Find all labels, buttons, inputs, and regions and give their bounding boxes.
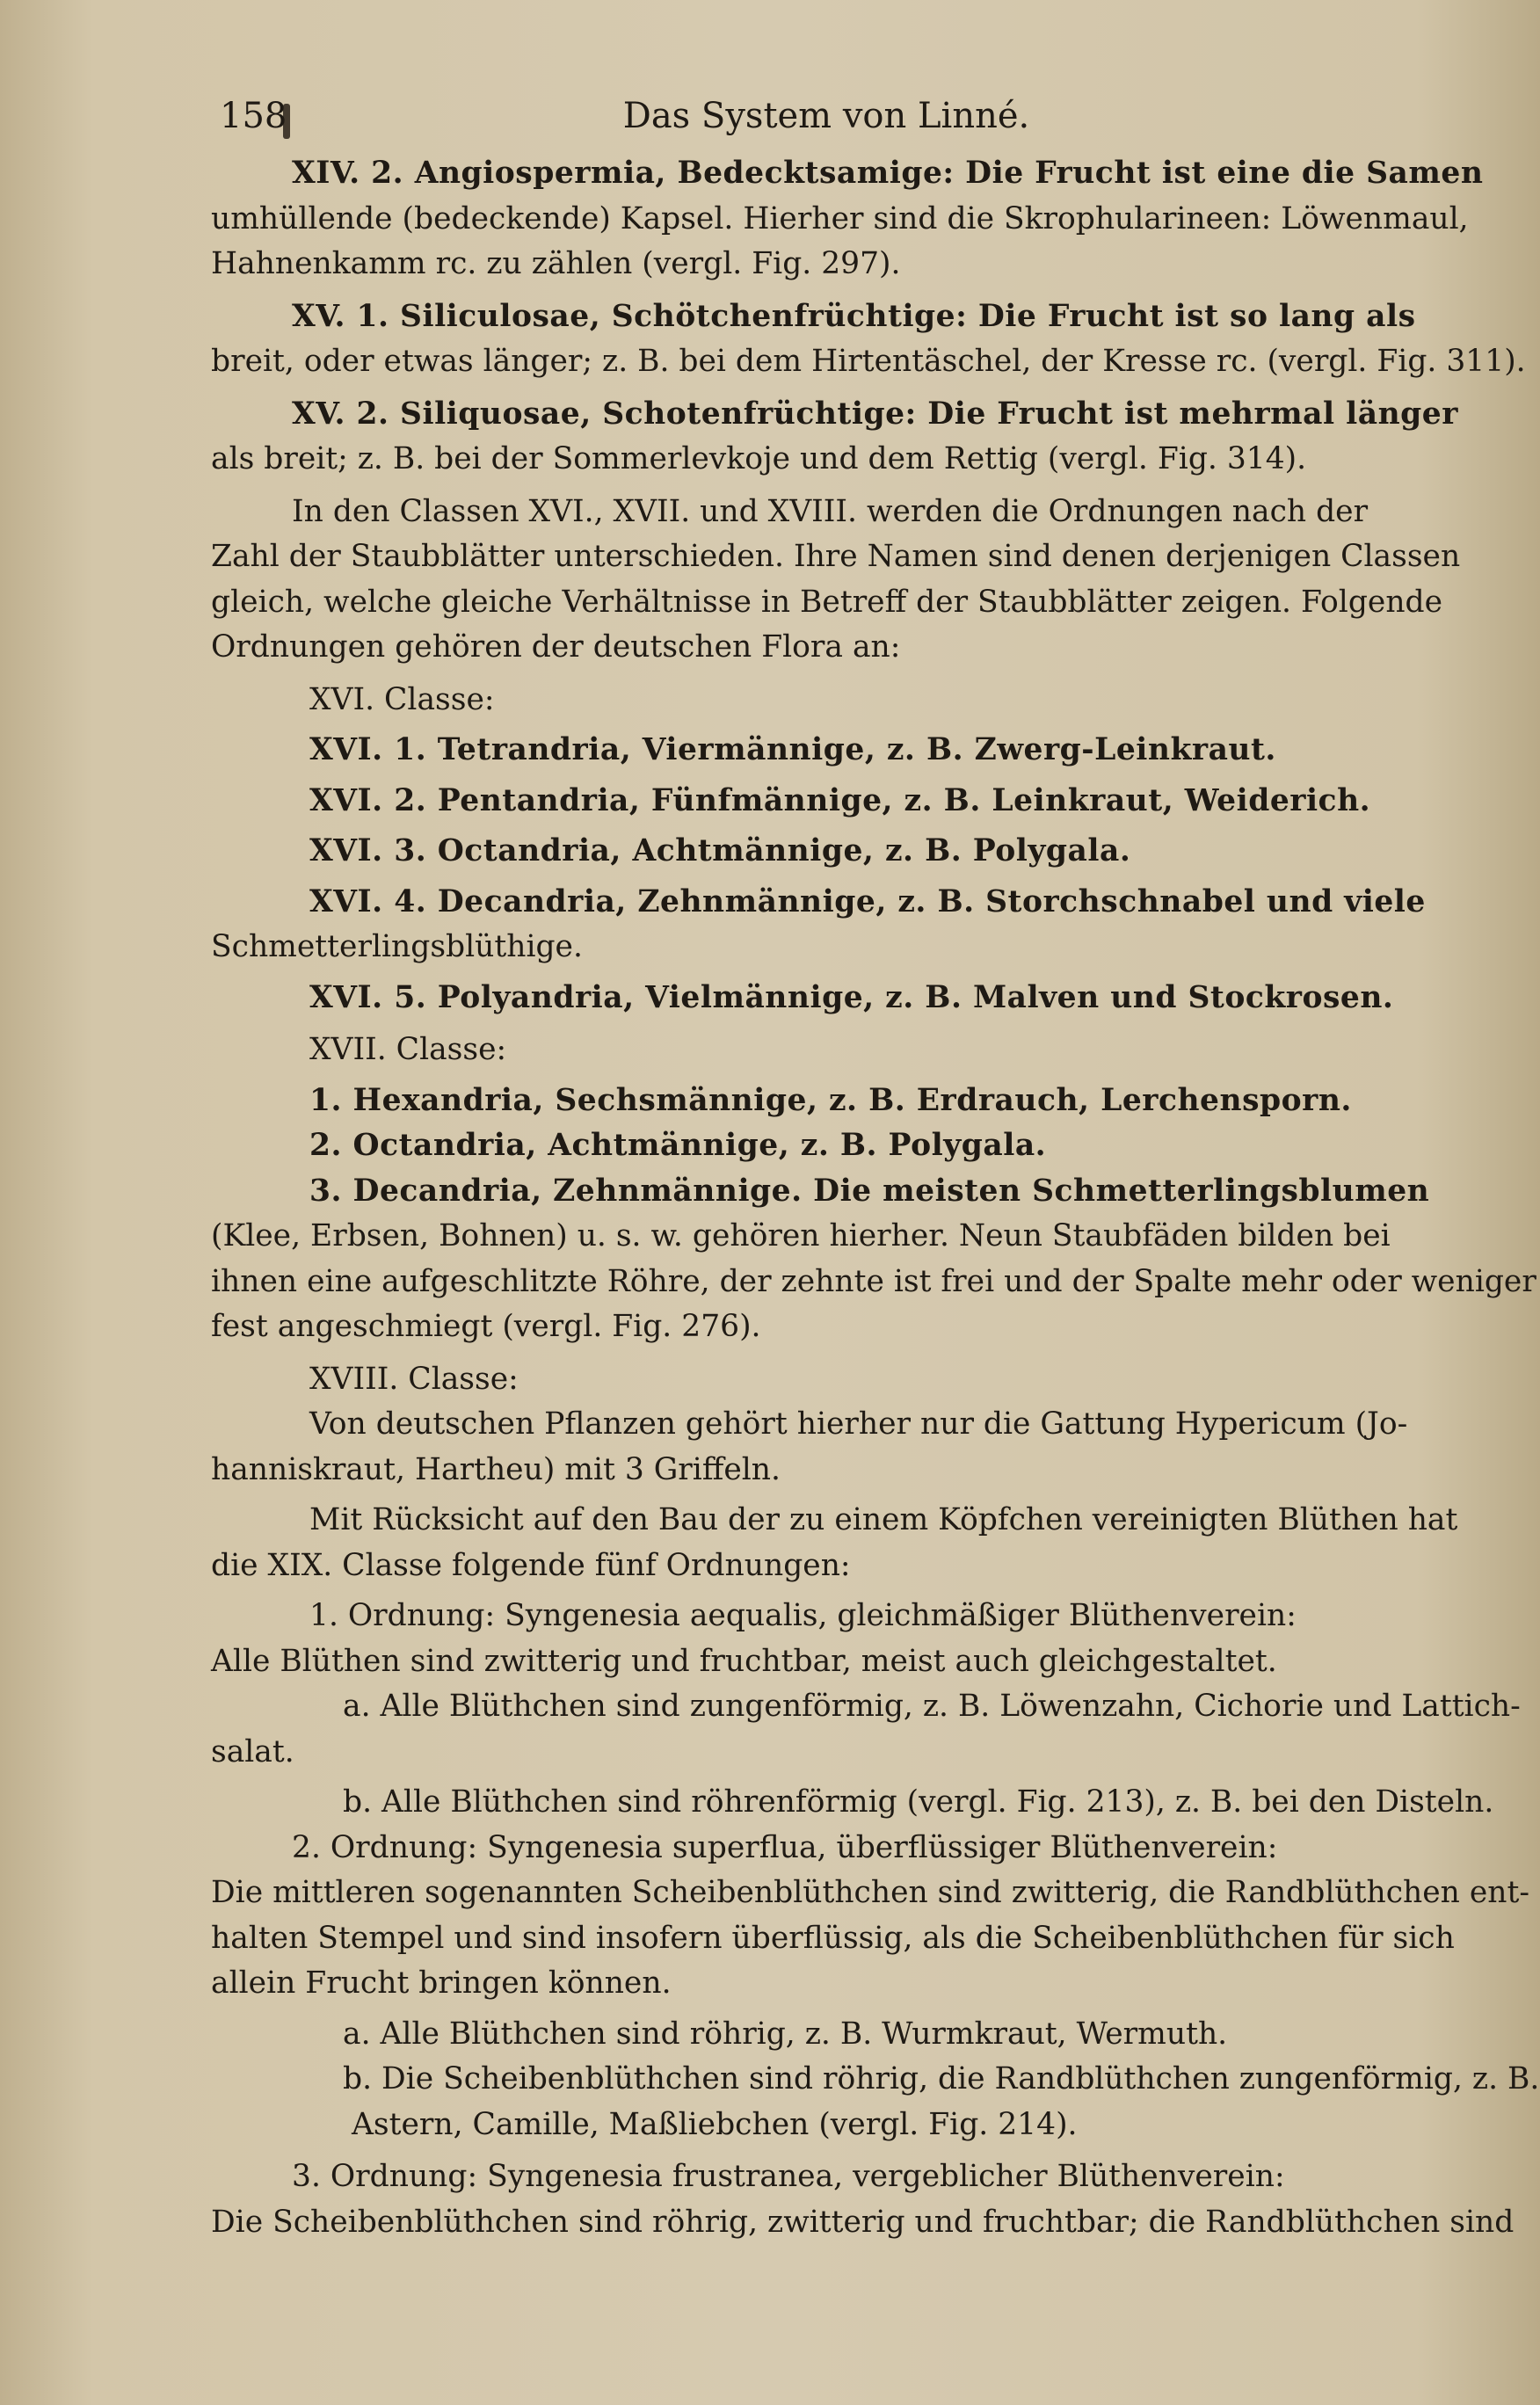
text-line: als breit; z. B. bei der Sommerlevkoje und dem Rettig (vergl. Fig. 314). bbox=[211, 441, 1307, 476]
text-line: XVI. 1. Tetrandria, Viermännige, z. B. Zwerg-Leinkraut. bbox=[309, 732, 1276, 767]
text-line: b. Die Scheibenblüthchen sind röhrig, die Randblüthchen zungenförmig, z. B. bbox=[343, 2061, 1540, 2096]
text-line: breit, oder etwas länger; z. B. bei dem Hirtentäschel, der Kresse rc. (vergl. Fig. 311). bbox=[211, 344, 1526, 379]
text-line: Ordnungen gehören der deutschen Flora an: bbox=[211, 629, 901, 665]
text-line: Alle Blüthen sind zwitterig und fruchtbar, meist auch gleichgestaltet. bbox=[211, 1643, 1277, 1679]
text-line: Von deutschen Pflanzen gehört hierher nur die Gattung Hypericum (Jo- bbox=[309, 1406, 1408, 1442]
text-line: Die Scheibenblüthchen sind röhrig, zwitterig und fruchtbar; die Randblüthchen sind bbox=[211, 2204, 1515, 2240]
text-line: XV. 2. Siliquosae, Schotenfrüchtige: Die Frucht ist mehrmal länger bbox=[292, 396, 1458, 432]
text-line: XVI. 3. Octandria, Achtmännige, z. B. Polygala. bbox=[309, 833, 1131, 868]
text-line: fest angeschmiegt (vergl. Fig. 276). bbox=[211, 1309, 761, 1344]
text-line: ihnen eine aufgeschlitzte Röhre, der zehnte ist frei und der Spalte mehr oder weniger bbox=[211, 1263, 1536, 1299]
text-line: halten Stempel und sind insofern überflüssig, als die Scheibenblüthchen für sich bbox=[211, 1920, 1455, 1956]
text-line: Astern, Camille, Maßliebchen (vergl. Fig. 214). bbox=[352, 2106, 1078, 2142]
text-line: gleich, welche gleiche Verhältnisse in Betreff der Staubblätter zeigen. Folgende bbox=[211, 584, 1443, 620]
text-line: umhüllende (bedeckende) Kapsel. Hierher sind die Skrophularineen: Löwenmaul, bbox=[211, 200, 1469, 236]
text-line: XVI. 2. Pentandria, Fünfmännige, z. B. Leinkraut, Weiderich. bbox=[309, 782, 1371, 818]
text-line: Zahl der Staubblätter unterschieden. Ihre Namen sind denen derjenigen Classen bbox=[211, 539, 1461, 574]
text-line: Die mittleren sogenannten Scheibenblüthchen sind zwitterig, die Randblüthchen ent- bbox=[211, 1875, 1529, 1910]
running-title: Das System von Linné. bbox=[622, 96, 1030, 136]
text-line: 2. Ordnung: Syngenesia superflua, überflüssiger Blüthenverein: bbox=[292, 1829, 1278, 1865]
page-header bbox=[220, 88, 1433, 144]
text-line: Mit Rücksicht auf den Bau der zu einem Köpfchen vereinigten Blüthen hat bbox=[309, 1502, 1458, 1537]
text-line: allein Frucht bringen können. bbox=[211, 1965, 672, 2001]
class-heading: XVIII. Classe: bbox=[309, 1361, 519, 1397]
page-number: 158 bbox=[220, 96, 287, 136]
class-heading: XVI. Classe: bbox=[309, 681, 495, 717]
class-heading: XVII. Classe: bbox=[309, 1032, 507, 1067]
text-line: XVI. 4. Decandria, Zehnmännige, z. B. Storchschnabel und viele bbox=[309, 883, 1426, 919]
text-line: XIV. 2. Angiospermia, Bedecktsamige: Die Frucht ist eine die Samen bbox=[292, 156, 1484, 191]
text-line: b. Alle Blüthchen sind röhrenförmig (vergl. Fig. 213), z. B. bei den Disteln. bbox=[343, 1784, 1494, 1820]
text-line: In den Classen XVI., XVII. und XVIII. werden die Ordnungen nach der bbox=[292, 493, 1369, 529]
text-line: (Klee, Erbsen, Bohnen) u. s. w. gehören hierher. Neun Staubfäden bilden bei bbox=[211, 1218, 1391, 1253]
text-line: 1. Hexandria, Sechsmännige, z. B. Erdrauch, Lerchensporn. bbox=[309, 1082, 1352, 1118]
text-line: die XIX. Classe folgende fünf Ordnungen: bbox=[211, 1547, 851, 1583]
text-line: salat. bbox=[211, 1733, 294, 1769]
text-line: XVI. 5. Polyandria, Vielmännige, z. B. Malven und Stockrosen. bbox=[309, 979, 1394, 1015]
text-line: Schmetterlingsblüthige. bbox=[211, 929, 583, 964]
text-line: a. Alle Blüthchen sind zungenförmig, z. B. Löwenzahn, Cichorie und Lattich- bbox=[343, 1689, 1521, 1724]
page-body bbox=[211, 151, 1540, 2245]
text-line: 1. Ordnung: Syngenesia aequalis, gleichmäßiger Blüthenverein: bbox=[309, 1598, 1297, 1633]
text-line: 3. Decandria, Zehnmännige. Die meisten Schmetterlingsblumen bbox=[309, 1173, 1430, 1209]
text-line: 3. Ordnung: Syngenesia frustranea, vergeblicher Blüthenverein: bbox=[292, 2159, 1285, 2194]
text-line: XV. 1. Siliculosae, Schötchenfrüchtige: Die Frucht ist so lang als bbox=[292, 298, 1416, 334]
text-line: 2. Octandria, Achtmännige, z. B. Polygala. bbox=[309, 1128, 1047, 1163]
text-line: a. Alle Blüthchen sind röhrig, z. B. Wurmkraut, Wermuth. bbox=[343, 2016, 1228, 2052]
text-line: hanniskraut, Hartheu) mit 3 Griffeln. bbox=[211, 1451, 781, 1487]
text-line: Hahnenkamm rc. zu zählen (vergl. Fig. 297). bbox=[211, 246, 901, 281]
